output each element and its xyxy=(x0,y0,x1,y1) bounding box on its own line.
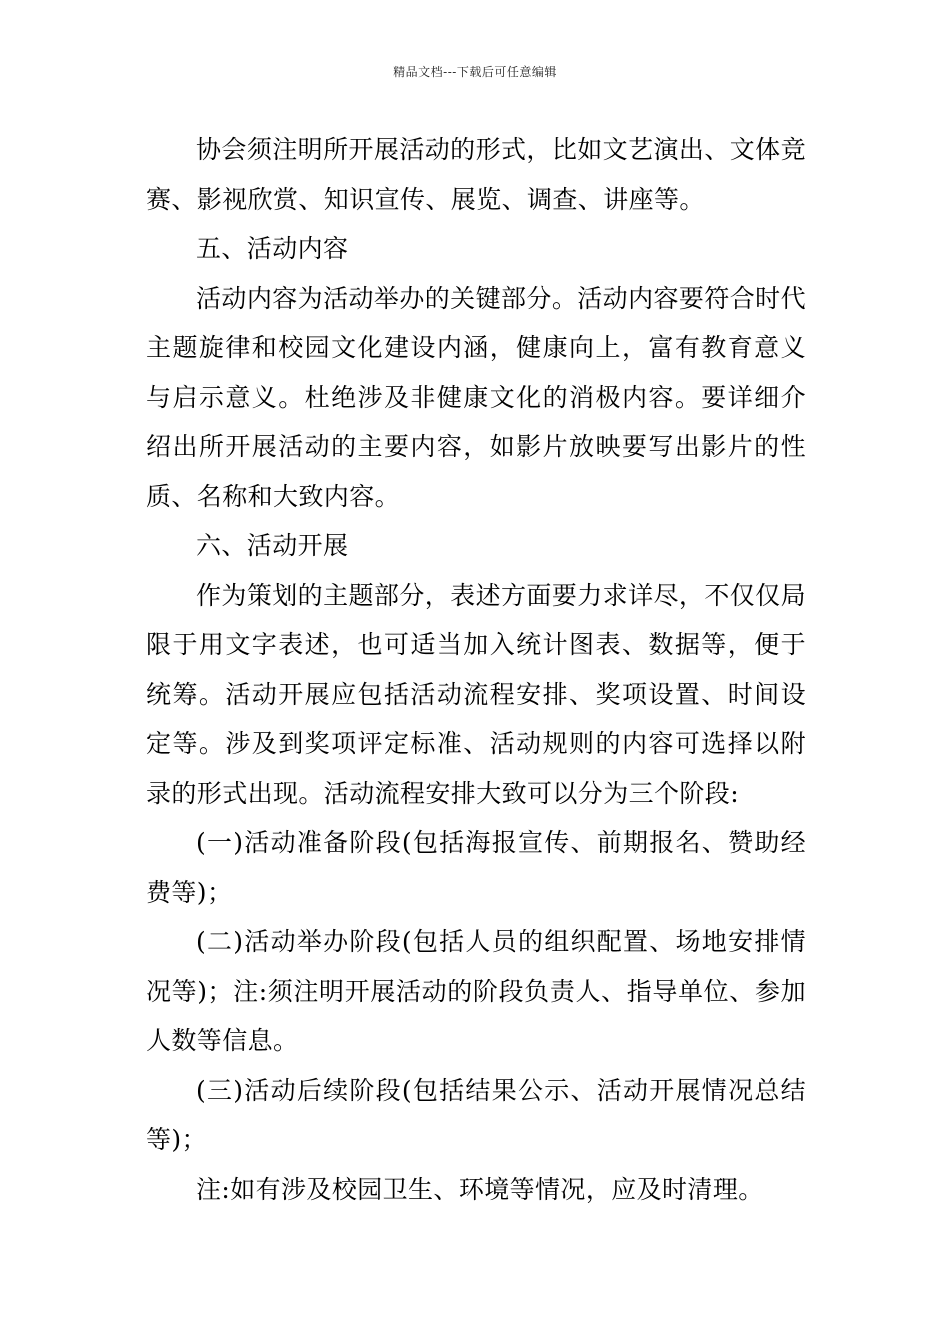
section-heading-activity-execution: 六、活动开展 xyxy=(196,531,349,560)
list-item-holding-stage: (二)活动举办阶段(包括人员的组织配置、场地安排情况等)；注:须注明开展活动的阶段负责人、指导单位、参加人数等信息。 xyxy=(146,927,806,1055)
document-body xyxy=(146,125,806,1214)
page-header: 精品文档---下载后可任意编辑 xyxy=(393,65,557,79)
list-item-follow-up-stage: (三)活动后续阶段(包括结果公示、活动开展情况总结等)； xyxy=(146,1075,806,1154)
paragraph-activity-format: 协会须注明所开展活动的形式，比如文艺演出、文体竞赛、影视欣赏、知识宣传、展览、调查、讲座等。 xyxy=(146,135,806,214)
section-heading-activity-content: 五、活动内容 xyxy=(196,234,349,263)
paragraph-activity-execution: 作为策划的主题部分，表述方面要力求详尽，不仅仅局限于用文字表述，也可适当加入统计图表、数据等，便于统筹。活动开展应包括活动流程安排、奖项设置、时间设定等。涉及到奖项评定标准、活动规则的内容可选择以附录的形式出现。活动流程安排大致可以分为三个阶段: xyxy=(146,580,806,808)
paragraph-note: 注:如有涉及校园卫生、环境等情况，应及时清理。 xyxy=(196,1174,764,1204)
list-item-preparation-stage: (一)活动准备阶段(包括海报宣传、前期报名、赞助经费等)； xyxy=(146,828,806,907)
paragraph-activity-content: 活动内容为活动举办的关键部分。活动内容要符合时代主题旋律和校园文化建设内涵，健康向上，富有教育意义与启示意义。杜绝涉及非健康文化的消极内容。要详细介绍出所开展活动的主要内容，如影片放映要写出影片的性质、名称和大致内容。 xyxy=(146,283,806,511)
